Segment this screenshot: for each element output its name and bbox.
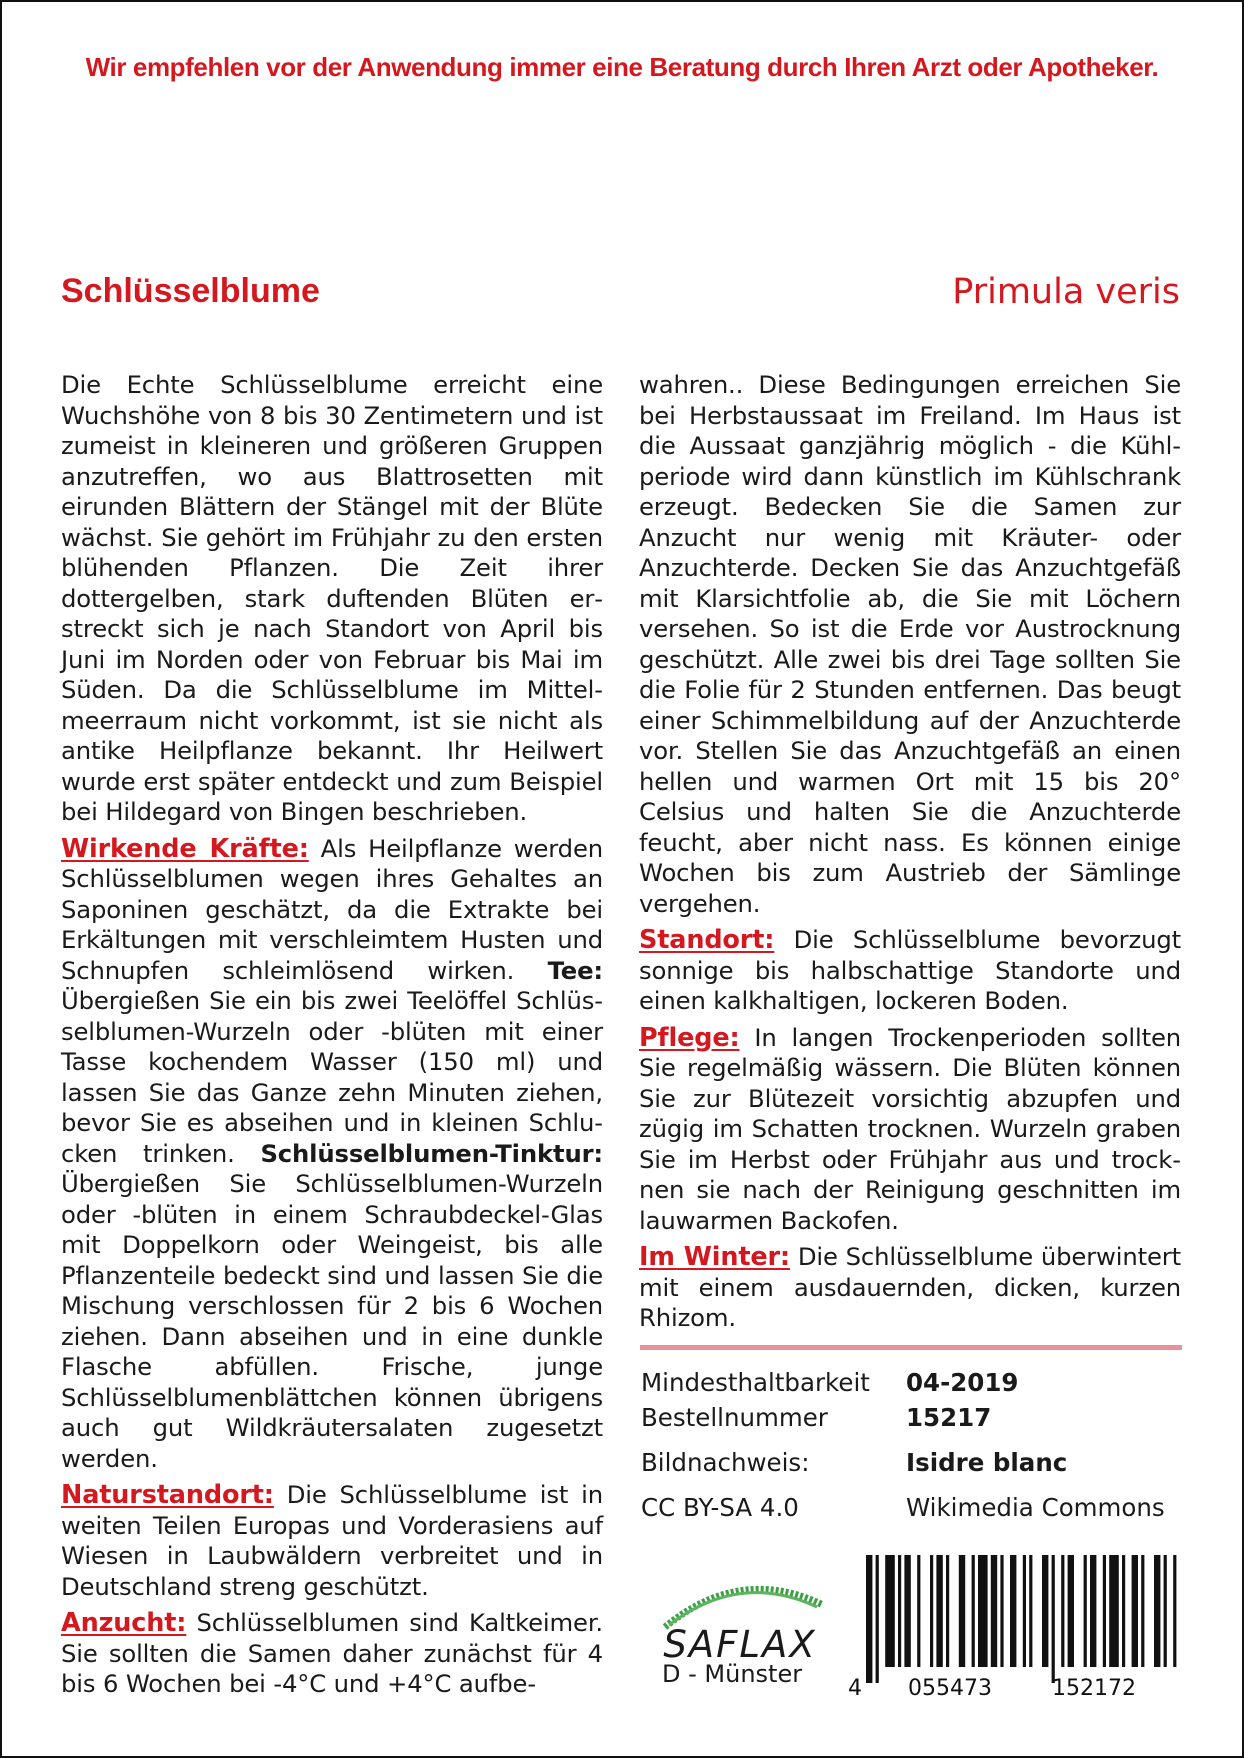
barcode-digits-right: 152172 [1052,1676,1136,1701]
barcode-bars [866,1555,1176,1683]
barcode-bar [1109,1555,1119,1667]
barcode-bar [978,1555,988,1667]
naturstandort-section [61,1480,603,1602]
barcode-bar [936,1555,942,1667]
divider-line [640,1345,1182,1350]
license-value: Wikimedia Commons [906,1493,1165,1522]
barcode-bar [1042,1555,1048,1667]
barcode-bar [1084,1555,1087,1667]
barcode-bar [1010,1555,1016,1667]
barcode-bar [1141,1555,1144,1667]
wirkende-kraefte-section [61,834,603,1475]
image-credit-value: Isidre blanc [906,1448,1068,1477]
text-column-left [61,370,603,1706]
page-title: Schlüsselblume [61,272,320,310]
barcode-bar [1154,1555,1160,1667]
barcode-bar [866,1555,872,1683]
mhd-label: Mindesthaltbarkeit [641,1368,870,1397]
section-text: Übergießen Sie Schlüsselblumen-Wurzeln oder -blüten in einem Schraubdeckel-Glas mit Doppelkorn oder Weingeist, bis alle Pflanzenteile bedeckt sind und lassen Sie die Mischung verschlossen für 2 bis 6 Wochen ziehen. Dann abseihen und in eine dunkle Flasche abfüllen. Frische, junge Schlüsselblumenblättchen können übrigens auch gut Wildkräutersalaten zugesetzt werden. [61,1169,603,1473]
barcode-digits-left: 055473 [908,1676,992,1701]
anzucht-continued: wahren.. Diese Bedingungen erreichen Sie bei Herbstaussaat im Freiland. Im Haus ist die Aussaat ganzjährig möglich - die Kühlperiode wird dann künstlich im Kühlschrank erzeugt. Bedecken Sie die Samen zur Anzucht nur wenig mit Kräuter- oder Anzuchterde. Decken Sie das Anzuchtgefäß mit Klarsichtfolie ab, die Sie mit Löchern versehen. So ist die Erde vor Austrocknung geschützt. Alle zwei bis drei Tage sollten Sie die Folie für 2 Stunden entfernen. Das beugt einer Schimmelbildung auf der Anzuchterde vor. Stellen Sie das Anzuchtgefäß an einen hellen und warmen Ort mit 15 bis 20° Celsius und halten Sie die Anzuchterde feucht, aber nicht nass. Es können einige Wochen bis zum Austrieb der Sämlinge vergehen. [639,370,1181,918]
image-credit-label: Bildnachweis: [641,1448,810,1477]
logo-arc-inner [669,1593,817,1625]
section-text: Schlüsselblumen sind Kaltkeimer. Sie sollten die Samen daher zunächst für 4 bis 6 Wochen bei -4°C und +4°C aufbe- [61,1608,603,1698]
section-heading: Im Winter: [639,1242,790,1272]
section-heading: Wirkende Kräfte: [61,833,309,864]
section-heading: Anzucht: [61,1608,187,1638]
barcode-bar [904,1555,910,1667]
section-text: In langen Trockenperioden sollten Sie regelmäßig wässern. Die Blüten können Sie zur Blütezeit vorsichtig abzupfen und zügig im Schatten trocknen. Wurzeln graben Sie im Herbst oder Frühjahr aus und trocknen sie nach der Reinigung geschnitten im lauwarmen Backofen. [639,1022,1181,1235]
barcode-bar [1103,1555,1106,1667]
barcode-bar [1090,1555,1096,1667]
barcode-bar [1122,1555,1125,1667]
barcode-bar [946,1555,949,1667]
product-info-table [641,1368,1186,1528]
pflege-section [639,1023,1181,1237]
barcode-bar [876,1555,879,1683]
section-text: Als Heilpflanze werden Schlüsselblumen wegen ihres Gehaltes an Saponinen geschätzt, da die Extrakte bei Erkältungen mit verschleimtem Husten und Schnupfen schleimlösend wirken. [61,833,603,985]
anzucht-section [61,1608,603,1700]
text-column-right [639,370,1181,1340]
barcode-bar [885,1555,895,1667]
info-row-license [641,1493,1186,1528]
barcode-bar [959,1555,965,1667]
intro-paragraph: Die Echte Schlüsselblume erreicht eine Wuchshöhe von 8 bis 30 Zentimetern und ist zumeist in kleineren und größeren Gruppen anzutreffen, wo aus Blattrosetten mit eirunden Blättern der Stängel mit der Blüte wächst. Sie gehört im Frühjahr zu den ersten blühenden Pflanzen. Die Zeit ihrer dottergelben, stark duftenden Blüten erstreckt sich je nach Standort von April bis Juni im Norden oder von Februar bis Mai im Süden. Da die Schlüsselblume im Mittelmeerraum nicht vorkommt, ist sie nicht als antike Heilpflanze bekannt. Ihr Heilwert wurde erst später entdeckt und zum Beispiel bei Hildegard von Bingen beschrieben. [61,370,603,826]
barcode-bar [1173,1555,1176,1667]
barcode [848,1555,1184,1705]
barcode-bar [991,1555,997,1667]
barcode-bar [1164,1555,1167,1667]
advice-notice: Wir empfehlen vor der Anwendung immer eine Beratung durch Ihren Arzt oder Apotheker. [85,52,1159,82]
barcode-bar [898,1555,901,1667]
barcode-bar [972,1555,975,1667]
standort-section [639,925,1181,1017]
section-text: Übergießen Sie ein bis zwei Teelöffel Schlüsselblumen-Wurzeln oder -blüten mit einer Tasse kochendem Wasser (150 ml) und lassen Sie das Ganze zehn Minuten ziehen, bevor Sie es abseihen und in kleinen Schlucken trinken. [61,986,603,1168]
order-label: Bestellnummer [641,1403,828,1432]
logo-city: D - Münster [662,1660,803,1688]
license-label: CC BY-SA 4.0 [641,1493,799,1522]
barcode-bar [1061,1555,1064,1667]
barcode-bar [1023,1555,1026,1667]
info-row-order [641,1403,1186,1438]
barcode-bar [1068,1555,1074,1667]
barcode-bar [1000,1555,1003,1667]
section-text: Die Schlüsselblume überwintert mit einem ausdauernden, dicken, kurzen Rhizom. [639,1242,1182,1332]
info-row-image-credit [641,1448,1186,1483]
winter-section [639,1242,1181,1334]
section-text: Die Schlüsselblume ist in weiten Teilen Europas und Vorderasiens auf Wiesen in Laubwäldern verbreitet und in Deutschland streng geschützt. [61,1480,603,1601]
latin-name: Primula veris [952,272,1180,312]
mhd-value: 04-2019 [906,1368,1019,1397]
section-heading: Naturstandort: [61,1480,274,1510]
barcode-bar [1132,1555,1138,1667]
barcode-bar [1052,1555,1055,1683]
barcode-bar [1029,1555,1032,1667]
logo-arc [665,1589,823,1627]
logo-wordmark: SAFLAX [663,1623,817,1666]
barcode-digit-first: 4 [848,1676,862,1701]
info-row-mhd [641,1368,1186,1403]
section-heading: Pflege: [639,1022,740,1053]
section-heading: Standort: [639,925,775,955]
barcode-bar [930,1555,933,1667]
tee-label: Tee: [547,955,603,985]
tinktur-label: Schlüsselblumen-Tinktur: [260,1138,603,1168]
barcode-bar [917,1555,920,1667]
order-value: 15217 [906,1403,992,1432]
section-text: Die Schlüsselblume bevorzugt sonnige bis halbschattige Standorte und einen kalkhaltigen, lockeren Boden. [639,925,1181,1015]
